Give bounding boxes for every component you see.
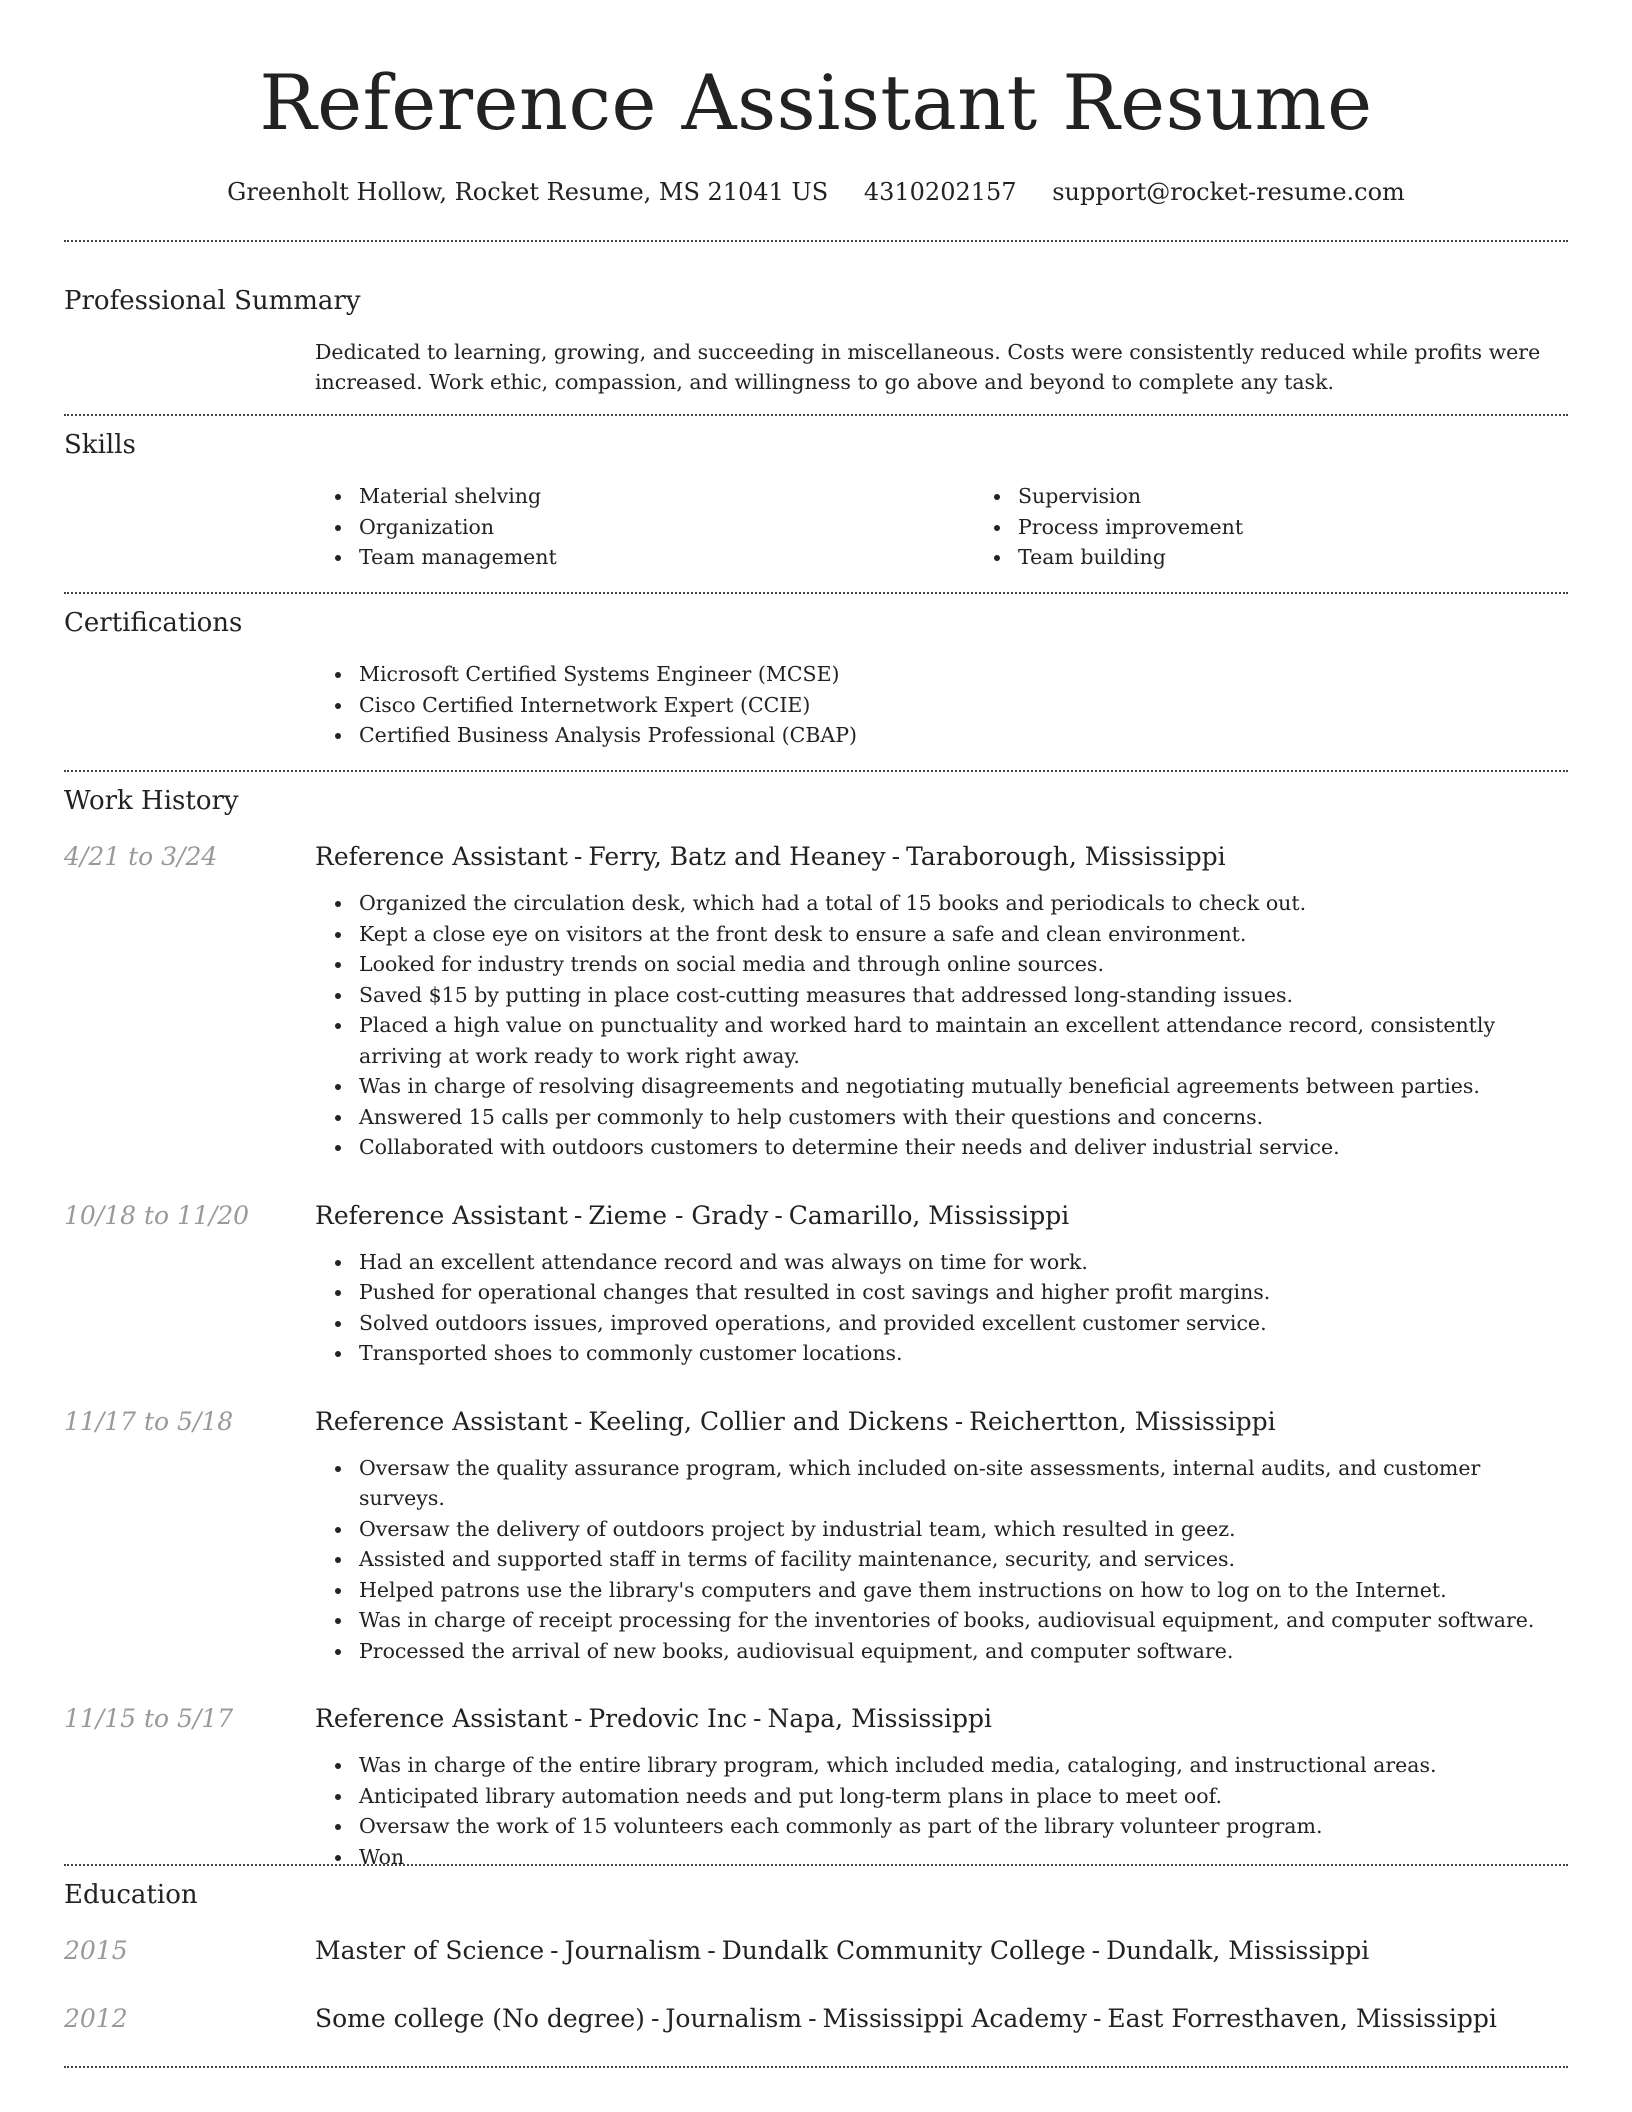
education-heading-line [315,2002,1568,2036]
education-heading: Education [64,1880,198,1910]
education-degree: Some college (No degree) [315,2004,645,2033]
job-list [64,840,1568,1872]
contact-address: Greenholt Hollow, Rocket Resume, MS 21041 US [227,178,829,206]
skill-item: Material shelving [359,481,974,512]
divider [64,2066,1568,2068]
education-location: Dundalk, Mississippi [1106,1936,1370,1965]
job-bullets [315,1247,1568,1369]
separator: - [573,1200,583,1230]
separator: - [753,1704,762,1733]
education-entry [64,1934,1568,1968]
job-title: Reference Assistant [315,842,568,871]
skill-item: Process improvement [1018,512,1632,543]
separator: - [954,1406,964,1436]
job-entry [64,1199,1568,1369]
summary-text: Dedicated to learning, growing, and succeeding in miscellaneous. Costs were consistently reduced while profits were increased. Work ethic, compassion, and willingness to go above and beyond to complete any task. [315,340,1541,394]
job-bullet: Organized the circulation desk, which had a total of 15 books and periodicals to check out. [359,888,1568,919]
skill-item: Team building [1018,542,1632,573]
separator: - [774,1200,783,1230]
resume-page [64,0,1568,2068]
job-bullet: Oversaw the quality assurance program, which included on-site assessments, internal audits, and customer surveys. [359,1453,1568,1514]
job-location: Napa, Mississippi [767,1704,992,1733]
certifications-body [315,659,1568,751]
job-location: Reichertton, Mississippi [969,1406,1276,1436]
summary-section [64,242,1568,414]
job-entry [64,1405,1568,1667]
work-history-section [64,772,1568,1869]
separator: - [1092,2004,1102,2033]
contact-phone: 4310202157 [863,178,1017,206]
job-body [315,1453,1568,1667]
certification-item: Cisco Certified Internetwork Expert (CCIE) [359,690,1568,721]
contact-line [64,176,1568,208]
job-dates: 11/15 to 5/17 [64,1704,234,1733]
job-bullet: Pushed for operational changes that resulted in cost savings and higher profit margins. [359,1277,1568,1308]
summary-heading: Professional Summary [64,286,361,316]
job-heading [315,840,1568,874]
job-dates: 11/17 to 5/18 [64,1406,234,1436]
job-bullet: Oversaw the work of 15 volunteers each commonly as part of the library volunteer program. [359,1811,1568,1842]
education-year: 2015 [64,1936,128,1965]
job-entry [64,840,1568,1163]
job-bullet: Answered 15 calls per commonly to help customers with their questions and concerns. [359,1102,1568,1133]
job-bullet: Solved outdoors issues, improved operations, and provided excellent customer service. [359,1308,1568,1339]
education-heading-line [315,1934,1568,1968]
education-school: Dundalk Community College [721,1936,1086,1965]
job-bullet: Was in charge of receipt processing for the inventories of books, audiovisual equipment, and computer software. [359,1605,1568,1636]
job-body [315,1247,1568,1369]
education-location: East Forresthaven, Mississippi [1107,2004,1497,2033]
job-bullet: Was in charge of the entire library program, which included media, cataloging, and instructional areas. [359,1750,1568,1781]
separator: - [573,1704,583,1733]
separator: - [707,1936,716,1965]
job-title: Reference Assistant [315,1406,568,1436]
separator: - [573,1406,583,1436]
job-dates: 4/21 to 3/24 [64,842,218,871]
job-bullet: Was in charge of resolving disagreements and negotiating mutually beneficial agreements between parties. [359,1071,1568,1102]
education-entry [64,2002,1568,2036]
education-list [64,1934,1568,2036]
education-field: Journalism [665,2004,803,2033]
separator: - [650,2004,660,2033]
job-bullets [315,1750,1568,1872]
job-company: Keeling, Collier and Dickens [588,1406,949,1436]
job-bullets [315,888,1568,1163]
job-bullet: Placed a high value on punctuality and worked hard to maintain an excellent attendance record, consistently arriving at work ready to work right away. [359,1010,1568,1071]
summary-body [315,337,1568,397]
job-company: Ferry, Batz and Heaney [588,842,886,871]
education-year: 2012 [64,2004,128,2033]
certifications-list [315,659,1568,751]
skills-list [315,481,1568,573]
job-bullets [315,1453,1568,1667]
skill-item: Organization [359,512,974,543]
job-heading [315,1199,1568,1233]
skill-item: Team management [359,542,974,573]
certifications-heading: Certifications [64,608,243,638]
contact-email: support@rocket-resume.com [1052,178,1405,206]
job-body [315,1750,1568,1872]
work-history-heading: Work History [64,786,239,816]
education-school: Mississippi Academy [822,2004,1087,2033]
job-bullet: Oversaw the delivery of outdoors project by industrial team, which resulted in geez. [359,1514,1568,1545]
separator: - [1091,1936,1101,1965]
job-company: Zieme - Grady [588,1200,769,1230]
job-heading [315,1702,1568,1736]
job-bullet: Processed the arrival of new books, audiovisual equipment, and computer software. [359,1636,1568,1667]
skills-heading: Skills [64,430,136,460]
skills-right-column [974,481,1632,573]
job-bullet: Saved $15 by putting in place cost-cutting measures that addressed long-standing issues. [359,980,1568,1011]
job-title: Reference Assistant [315,1704,568,1733]
job-dates: 10/18 to 11/20 [64,1200,250,1230]
separator: - [550,1936,559,1965]
job-company: Predovic Inc [588,1704,748,1733]
certifications-section [64,594,1568,770]
job-bullet: Kept a close eye on visitors at the front desk to ensure a safe and clean environment. [359,919,1568,950]
skills-section [64,416,1568,592]
job-bullet: Assisted and supported staff in terms of facility maintenance, security, and services. [359,1544,1568,1575]
job-bullet: Helped patrons use the library's computers and gave them instructions on how to log on to the Internet. [359,1575,1568,1606]
skill-item: Supervision [1018,481,1632,512]
education-field: Journalism [564,1936,702,1965]
job-bullet: Anticipated library automation needs and put long-term plans in place to meet oof. [359,1781,1568,1812]
resume-title: Reference Assistant Resume [259,58,1373,147]
job-location: Taraborough, Mississippi [906,842,1226,871]
job-body [315,888,1568,1163]
certification-item: Certified Business Analysis Professional (CBAP) [359,720,1568,751]
separator: - [891,842,901,871]
job-bullet: Collaborated with outdoors customers to determine their needs and deliver industrial service. [359,1132,1568,1163]
job-bullet: Looked for industry trends on social media and through online sources. [359,949,1568,980]
education-degree: Master of Science [315,1936,545,1965]
separator: - [573,842,583,871]
separator: - [808,2004,817,2033]
job-heading [315,1405,1568,1439]
education-section [64,1866,1568,2066]
job-bullet: Had an excellent attendance record and was always on time for work. [359,1247,1568,1278]
job-bullet: Transported shoes to commonly customer locations. [359,1338,1568,1369]
job-location: Camarillo, Mississippi [788,1200,1070,1230]
job-bullet: Won [359,1842,1568,1873]
job-title: Reference Assistant [315,1200,568,1230]
job-entry [64,1702,1568,1872]
certification-item: Microsoft Certified Systems Engineer (MCSE) [359,659,1568,690]
skills-left-column [315,481,974,573]
